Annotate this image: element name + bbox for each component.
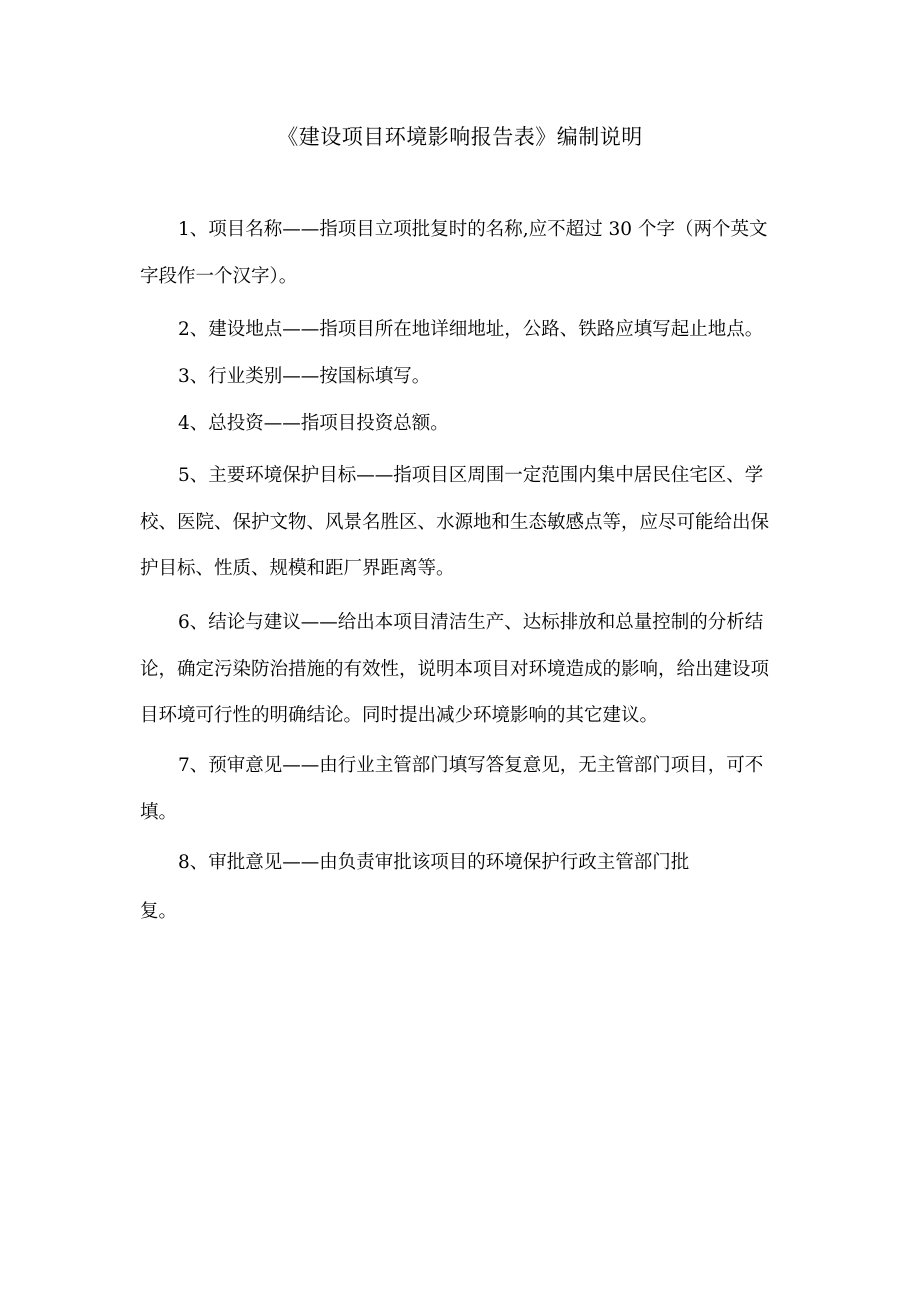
item-3-line-1: 3、行业类别——按国标填写。	[178, 366, 431, 387]
item-1-line-1: 1、项目名称——指项目立项批复时的名称,应不超过 30 个字（两个英文	[178, 219, 768, 240]
item-7-line-2: 填。	[140, 801, 178, 823]
item-6-line-2: 论，确定污染防治措施的有效性，说明本项目对环境造成的影响，给出建设项	[140, 658, 770, 680]
document-title: 《建设项目环境影响报告表》编制说明	[277, 125, 643, 149]
item-conclusions	[140, 600, 825, 740]
item-construction-site	[140, 307, 825, 354]
item-6-line-1: 6、结论与建议——给出本项目清洁生产、达标排放和总量控制的分析结	[178, 612, 764, 633]
item-5-line-3: 护目标、性质、规模和距厂界距离等。	[140, 558, 455, 579]
item-6-line-3: 目环境可行性的明确结论。同时提出减少环境影响的其它建议。	[140, 705, 659, 726]
item-protection-targets	[140, 453, 825, 593]
item-7-line-1: 7、预审意见——由行业主管部门填写答复意见，无主管部门项目，可不	[178, 755, 764, 776]
item-total-investment	[140, 401, 825, 448]
item-approval-opinion	[140, 840, 825, 935]
item-8-line-2: 复。	[140, 900, 178, 922]
item-2-line-1: 2、建设地点——指项目所在地详细地址，公路、铁路应填写起止地点。	[178, 319, 764, 340]
item-industry-category	[140, 354, 825, 401]
item-4-line-1: 4、总投资——指项目投资总额。	[178, 413, 449, 434]
item-preliminary-review	[140, 743, 825, 836]
item-5-line-2: 校、医院、保护文物、风景名胜区、水源地和生态敏感点等，应尽可能给出保	[140, 511, 770, 533]
item-1-line-2: 字段作一个汉字）。	[140, 265, 298, 287]
item-5-line-1: 5、主要环境保护目标——指项目区周围一定范围内集中居民住宅区、学	[178, 465, 764, 486]
item-8-line-1: 8、审批意见——由负责审批该项目的环境保护行政主管部门批	[178, 852, 690, 873]
item-project-name	[140, 207, 825, 300]
